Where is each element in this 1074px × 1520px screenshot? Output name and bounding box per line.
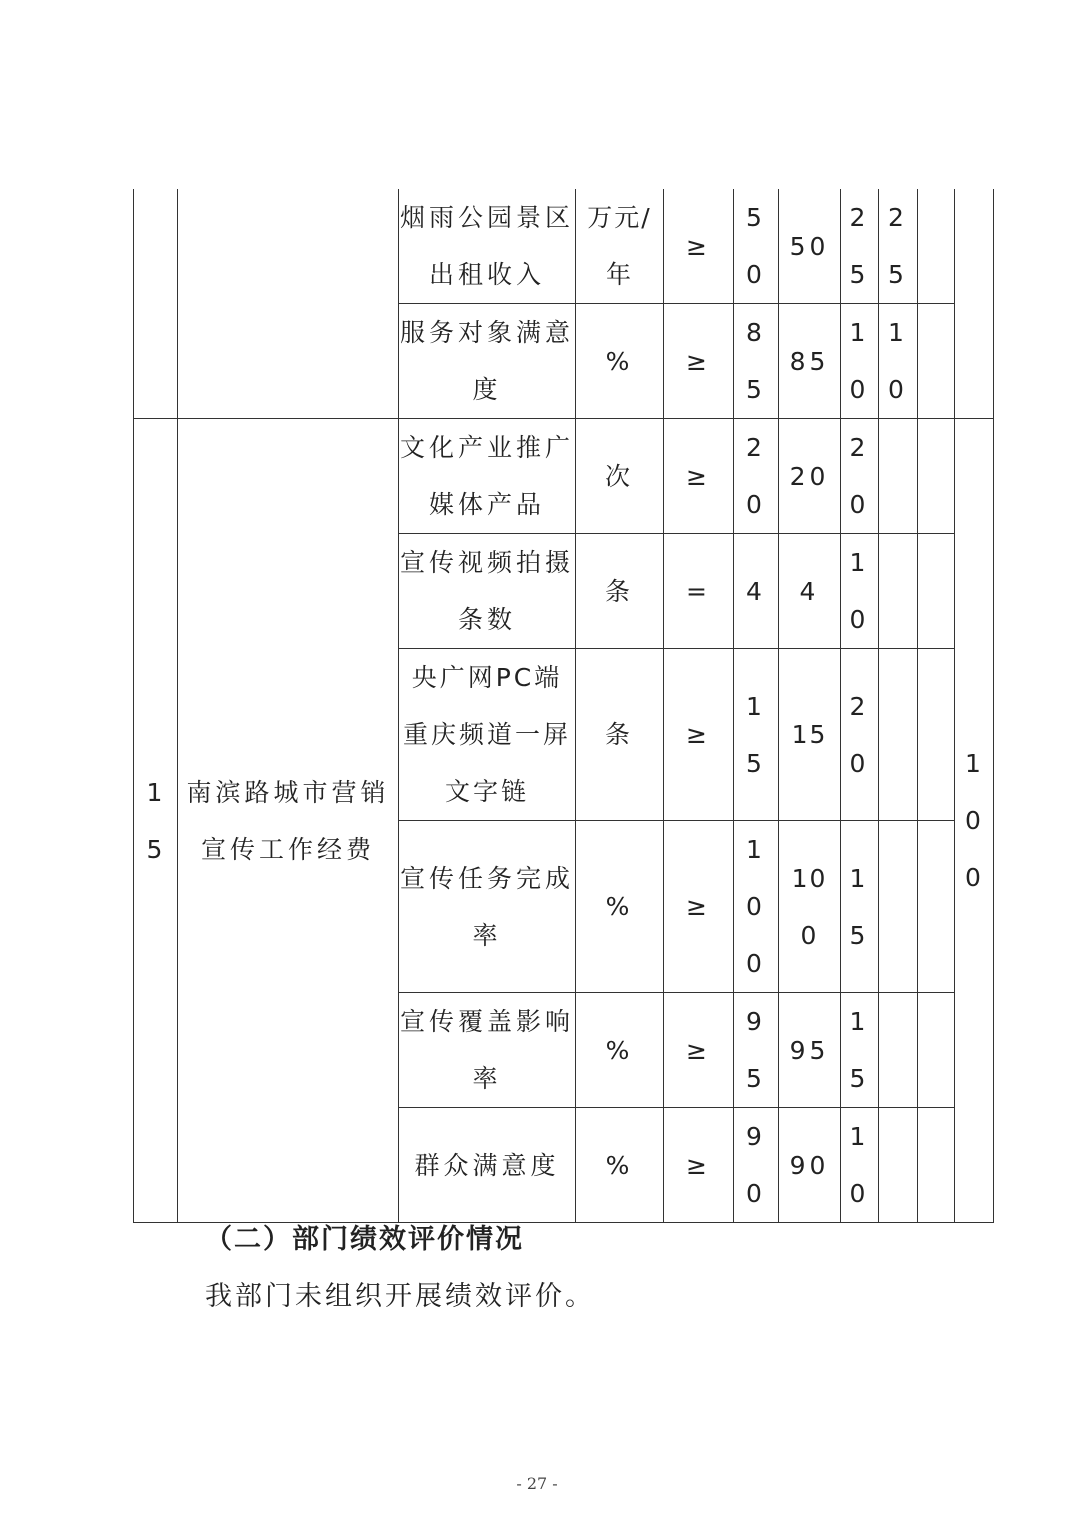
weight-cell: 20 <box>841 649 879 821</box>
indicator-cell: 宣传视频拍摄条数 <box>399 534 576 649</box>
empty-cell <box>918 649 955 821</box>
weight-cell: 10 <box>841 1108 879 1223</box>
table-row <box>134 419 994 534</box>
actual-cell: 4 <box>779 534 841 649</box>
total-cell <box>955 189 994 419</box>
empty-cell <box>918 534 955 649</box>
actual-cell: 90 <box>779 1108 841 1223</box>
target-cell: 4 <box>734 534 779 649</box>
indicator-cell: 文化产业推广媒体产品 <box>399 419 576 534</box>
unit-cell: 条 <box>576 534 664 649</box>
unit-cell: % <box>576 993 664 1108</box>
indicator-cell: 宣传任务完成率 <box>399 821 576 993</box>
indicator-cell: 宣传覆盖影响率 <box>399 993 576 1108</box>
seq-cell: 15 <box>134 419 178 1223</box>
weight-cell: 15 <box>841 821 879 993</box>
target-cell: 100 <box>734 821 779 993</box>
actual-cell: 20 <box>779 419 841 534</box>
project-cell: 南滨路城市营销宣传工作经费 <box>178 419 399 1223</box>
project-cell <box>178 189 399 419</box>
performance-table <box>133 189 994 1223</box>
table-row <box>134 189 994 304</box>
operator-cell: ≥ <box>664 649 734 821</box>
unit-cell: 条 <box>576 649 664 821</box>
section-body: 我部门未组织开展绩效评价。 <box>205 1281 595 1312</box>
empty-cell <box>918 821 955 993</box>
unit-cell: % <box>576 304 664 419</box>
score-cell <box>879 649 918 821</box>
indicator-cell: 央广网PC端重庆频道一屏文字链 <box>399 649 576 821</box>
page-number: - 27 - <box>516 1474 558 1493</box>
indicator-cell: 烟雨公园景区出租收入 <box>399 189 576 304</box>
operator-cell: ≥ <box>664 419 734 534</box>
operator-cell: ≥ <box>664 821 734 993</box>
total-cell: 100 <box>955 419 994 1223</box>
score-cell <box>879 821 918 993</box>
operator-cell: = <box>664 534 734 649</box>
actual-cell: 15 <box>779 649 841 821</box>
empty-cell <box>918 1108 955 1223</box>
score-cell <box>879 419 918 534</box>
score-cell: 10 <box>879 304 918 419</box>
target-cell: 85 <box>734 304 779 419</box>
weight-cell: 20 <box>841 419 879 534</box>
actual-cell: 100 <box>779 821 841 993</box>
seq-cell <box>134 189 178 419</box>
actual-cell: 85 <box>779 304 841 419</box>
operator-cell: ≥ <box>664 304 734 419</box>
actual-cell: 50 <box>779 189 841 304</box>
target-cell: 50 <box>734 189 779 304</box>
empty-cell <box>918 189 955 304</box>
indicator-cell: 群众满意度 <box>399 1108 576 1223</box>
score-cell <box>879 993 918 1108</box>
unit-cell: % <box>576 1108 664 1223</box>
operator-cell: ≥ <box>664 1108 734 1223</box>
operator-cell: ≥ <box>664 189 734 304</box>
weight-cell: 10 <box>841 534 879 649</box>
score-cell: 25 <box>879 189 918 304</box>
empty-cell <box>918 419 955 534</box>
unit-cell: % <box>576 821 664 993</box>
actual-cell: 95 <box>779 993 841 1108</box>
score-cell <box>879 534 918 649</box>
empty-cell <box>918 304 955 419</box>
score-cell <box>879 1108 918 1223</box>
section-heading: （二）部门绩效评价情况 <box>205 1224 524 1255</box>
empty-cell <box>918 993 955 1108</box>
target-cell: 95 <box>734 993 779 1108</box>
target-cell: 90 <box>734 1108 779 1223</box>
operator-cell: ≥ <box>664 993 734 1108</box>
unit-cell: 次 <box>576 419 664 534</box>
weight-cell: 15 <box>841 993 879 1108</box>
indicator-cell: 服务对象满意度 <box>399 304 576 419</box>
weight-cell: 25 <box>841 189 879 304</box>
weight-cell: 10 <box>841 304 879 419</box>
unit-cell: 万元/年 <box>576 189 664 304</box>
target-cell: 20 <box>734 419 779 534</box>
target-cell: 15 <box>734 649 779 821</box>
